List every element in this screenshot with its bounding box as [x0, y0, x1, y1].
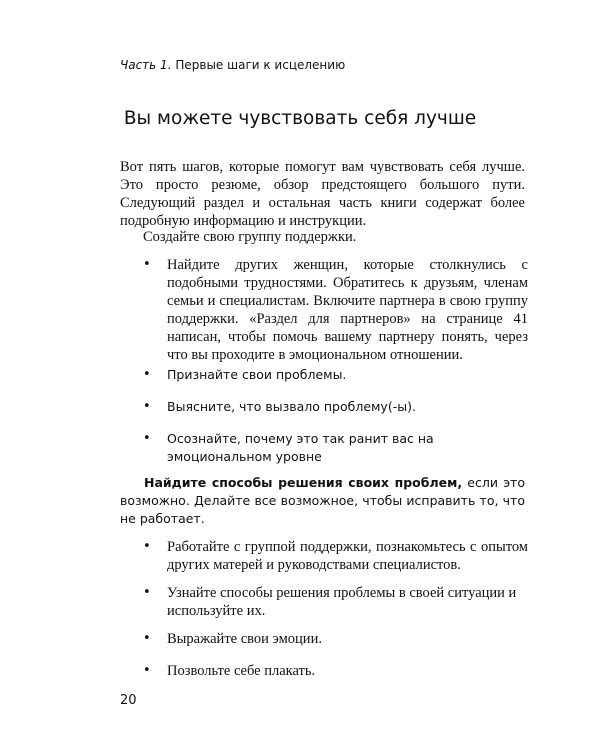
running-head	[120, 58, 345, 72]
bullet-icon: •	[143, 257, 151, 272]
list-item-text: Выражайте свои эмоции.	[167, 631, 322, 647]
list-item-text: Найдите других женщин, которые столкнулись с подобными трудностями. Обратитесь к друзьям, членам семьи и специалистам. Включите партнера в свою группу поддержки. «Раздел для партнеров» на странице 41 написан, чтобы помочь вашему партнеру понять, через что вы проходите в эмоциональном отношении.	[167, 257, 528, 363]
list-item	[143, 256, 528, 364]
list-item-text: Осознайте, почему это так ранит вас на эмоциональном уровне	[167, 431, 434, 464]
page-number: 20	[120, 693, 137, 708]
bullet-icon: •	[143, 663, 151, 678]
list-item	[143, 538, 528, 574]
running-head-part: Часть 1.	[120, 58, 172, 72]
bullet-icon: •	[143, 539, 151, 554]
step-1-heading: Создайте свою группу поддержки.	[143, 229, 357, 245]
list-item-text: Работайте с группой поддержки, познакомьтесь с опытом других матерей и руководствами специалистов.	[167, 539, 528, 573]
list-item	[143, 662, 528, 680]
list-item	[143, 630, 528, 648]
list-item	[143, 398, 528, 416]
list-item-text: Признайте свои проблемы.	[167, 367, 347, 382]
section-title: Вы можете чувствовать себя лучше	[123, 108, 477, 129]
bullet-icon: •	[143, 585, 151, 600]
running-head-title: Первые шаги к исцелению	[175, 58, 346, 72]
step-2-rest: если это возможно. Делайте все возможное, чтобы исправить то, что не работает.	[120, 475, 525, 526]
step-2-paragraph	[120, 474, 525, 528]
list-item-text: Позвольте себе плакать.	[167, 663, 316, 679]
list-item-text: Выясните, что вызвало проблему(-ы).	[167, 399, 416, 414]
bullet-icon: •	[143, 631, 151, 646]
list-item	[143, 584, 528, 620]
list-item-text: Узнайте способы решения проблемы в своей ситуации и используйте их.	[167, 585, 517, 619]
bullet-icon: •	[143, 431, 151, 446]
bullet-icon: •	[143, 367, 151, 382]
list-item	[143, 430, 528, 466]
bullet-icon: •	[143, 399, 151, 414]
list-item	[143, 366, 528, 384]
step-2-lead: Найдите способы решения своих проблем,	[144, 475, 463, 490]
intro-paragraph: Вот пять шагов, которые помогут вам чувствовать себя лучше. Это просто резюме, обзор предстоящего большого пути. Следующий раздел и остальная часть книги содержат более подробную информацию и инструкции.	[120, 159, 525, 229]
